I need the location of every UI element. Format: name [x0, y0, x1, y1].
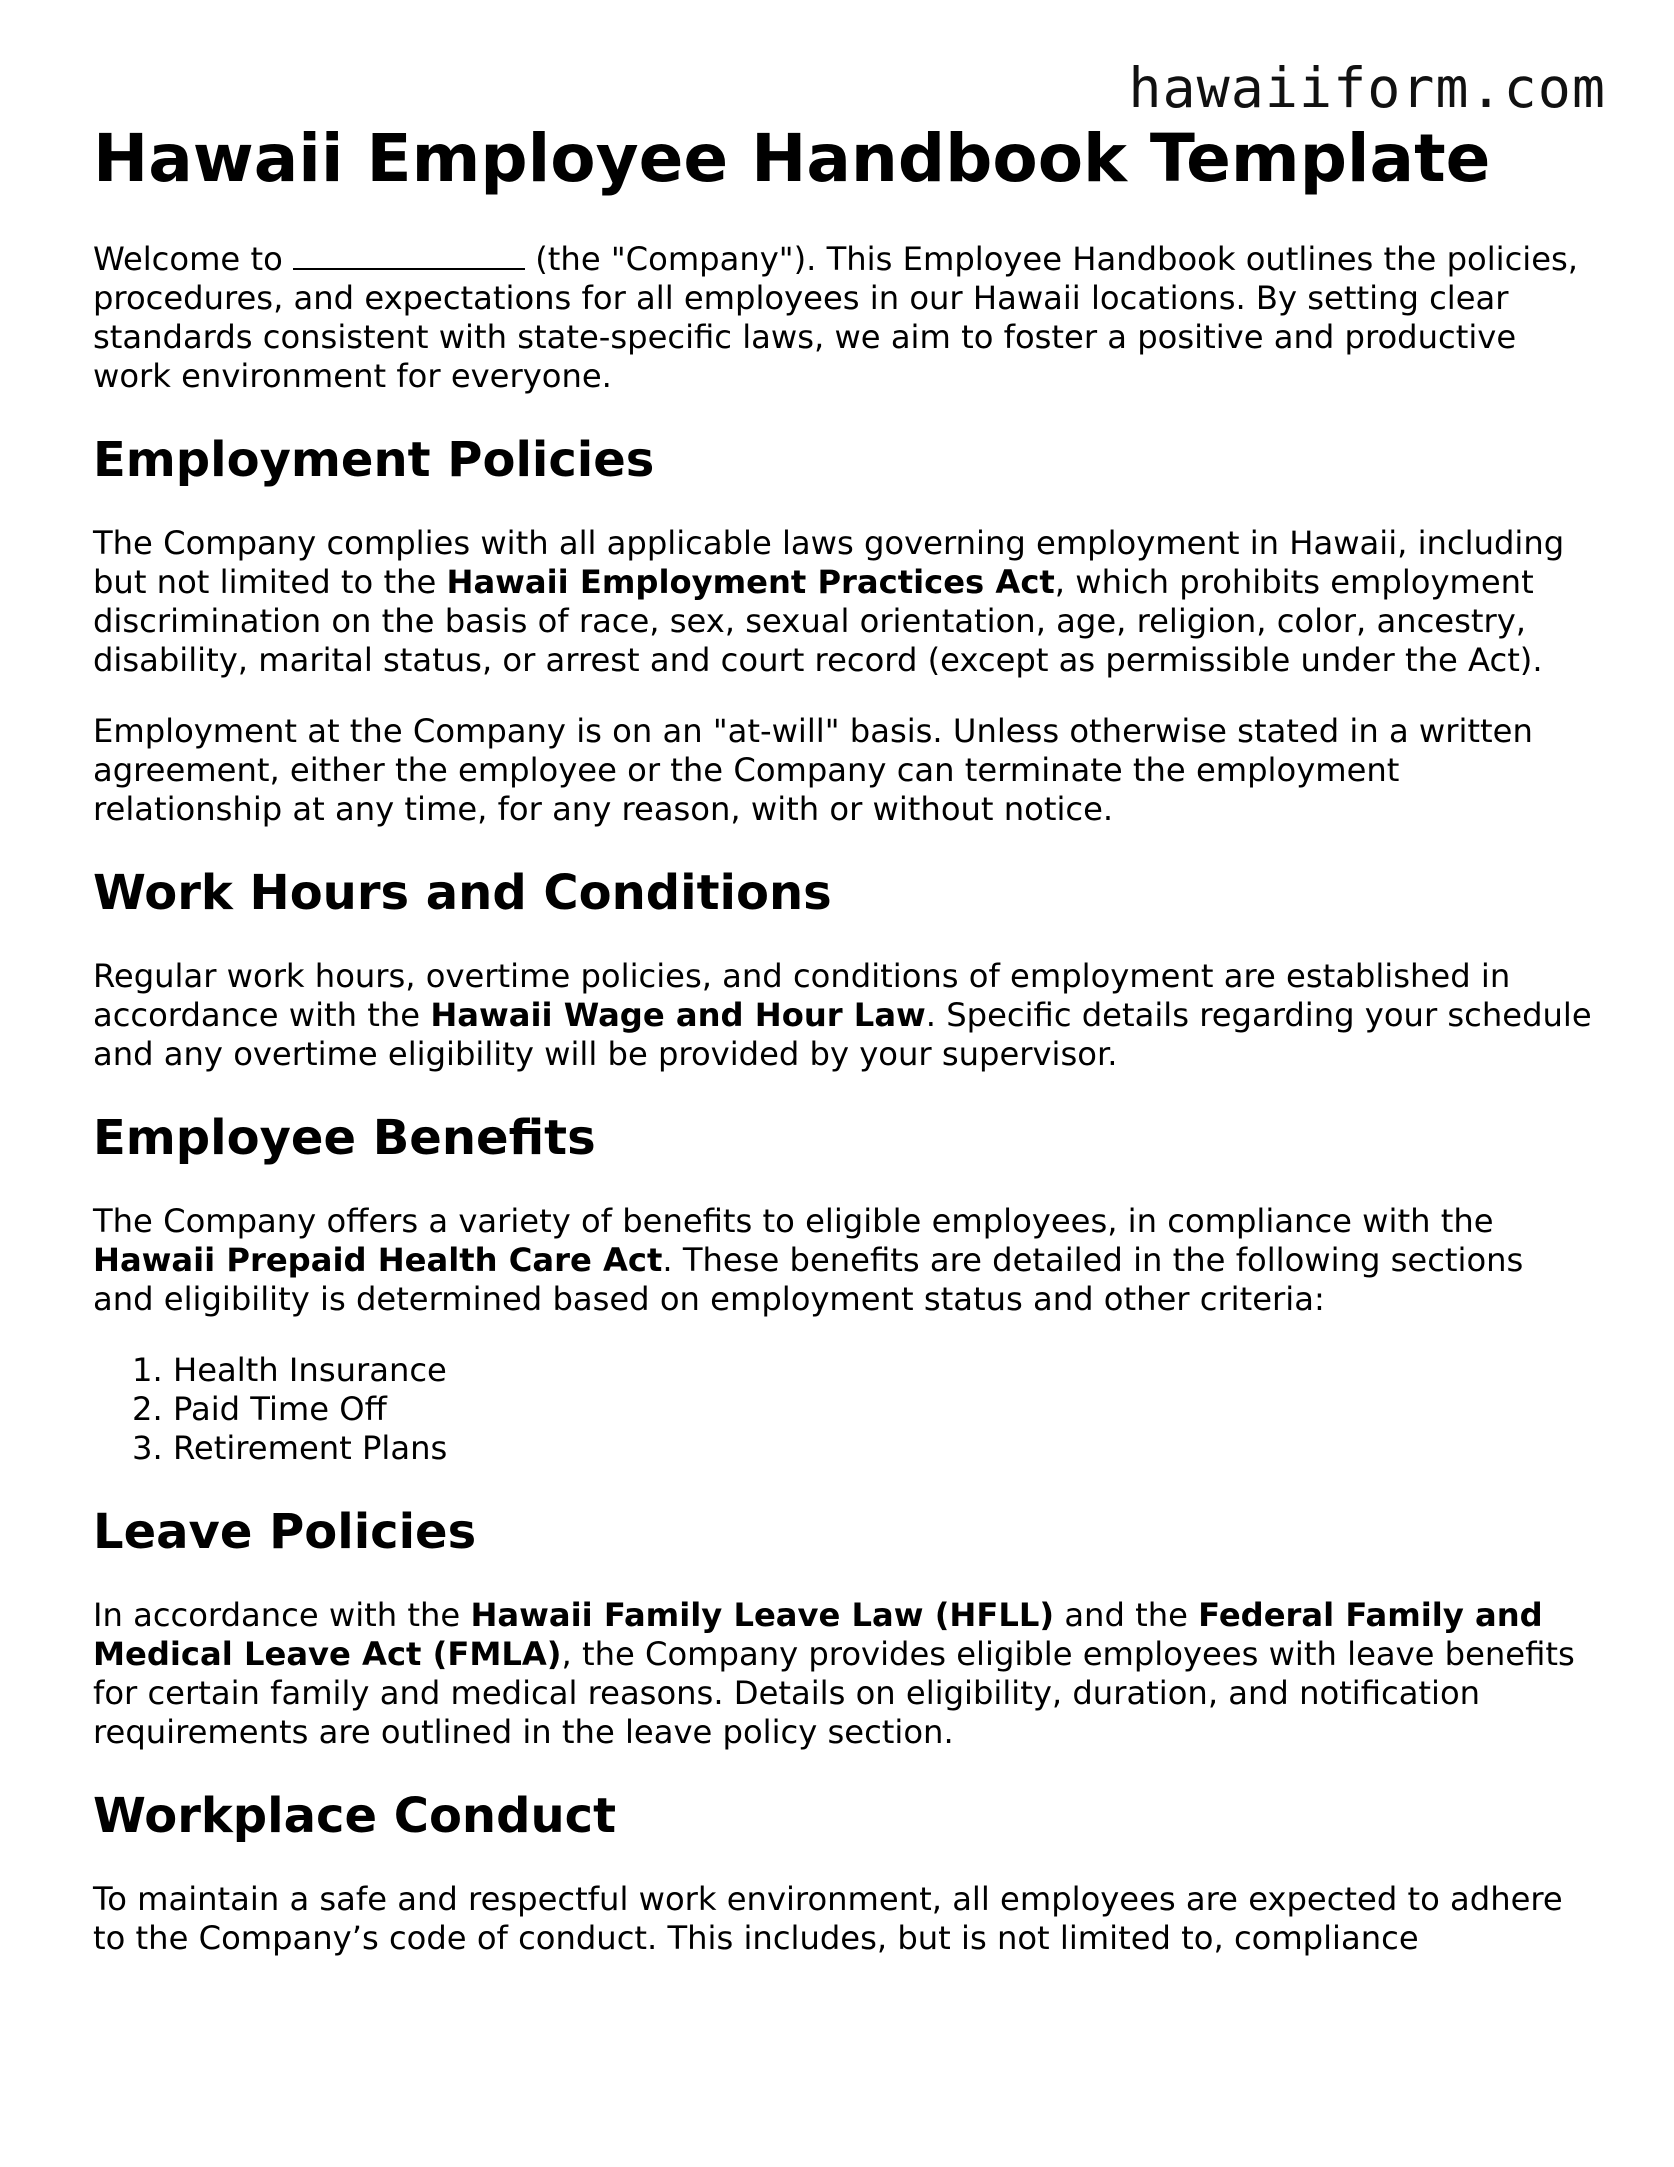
- section-heading-employment: Employment Policies: [93, 432, 655, 488]
- section-heading-benefits: Employee Benefits: [93, 1110, 596, 1166]
- document-page: [93, 114, 1593, 1958]
- benefits-list: [93, 1351, 1593, 1468]
- employment-text-end: , which prohibits employment discrimination on the basis of race, sex, sexual orientation, age, religion, color, ancestry, disability, marital status, or arrest and court record (except as permissible under the Act).: [93, 563, 1543, 679]
- list-item: 1. Health Insurance: [173, 1351, 1593, 1390]
- employment-act-name: Hawaii Employment Practices Act: [446, 563, 1055, 601]
- employment-paragraph-2: Employment at the Company is on an "at-will" basis. Unless otherwise stated in a written agreement, either the employee or the Company can terminate the employment relationship at any time, for any reason, with or without notice.: [93, 712, 1533, 828]
- section-heading-work-hours: Work Hours and Conditions: [93, 865, 832, 921]
- hfll-name: Hawaii Family Leave Law (HFLL): [470, 1596, 1055, 1634]
- page-title: Hawaii Employee Handbook Template: [93, 120, 1491, 197]
- wage-hour-law-name: Hawaii Wage and Hour Law: [430, 996, 926, 1034]
- intro-text-end: (the "Company"). This Employee Handbook outlines the policies, procedures, and expectations for all employees in our Hawaii locations. By setting clear standards consistent with state-specific laws, we aim to foster a positive and productive work environment for everyone.: [93, 240, 1579, 395]
- health-care-act-name: Hawaii Prepaid Health Care Act: [93, 1241, 663, 1279]
- work-hours-text-end: . Specific details regarding your schedule and any overtime eligibility will be provided by your supervisor.: [93, 996, 1592, 1073]
- section-heading-conduct: Workplace Conduct: [93, 1788, 617, 1844]
- benefits-text-end: . These benefits are detailed in the following sections and eligibility is determined based on employment status and other criteria:: [93, 1241, 1524, 1318]
- employment-paragraph-1: [93, 524, 1593, 680]
- benefits-text-start: The Company offers a variety of benefits to eligible employees, in compliance with the: [93, 1202, 1494, 1240]
- work-hours-paragraph: [93, 957, 1593, 1074]
- employment-text-start: The Company complies with all applicable laws governing employment in Hawaii, including but not limited to the: [93, 524, 1565, 601]
- watermark: hawaiiform.com: [1128, 56, 1606, 120]
- intro-text-start: Welcome to: [93, 240, 294, 278]
- leave-text-mid: and the: [1054, 1596, 1199, 1634]
- list-item: 3. Retirement Plans: [173, 1429, 1593, 1468]
- intro-paragraph: [93, 240, 1593, 396]
- conduct-paragraph: To maintain a safe and respectful work environment, all employees are expected to adhere to the Company’s code of conduct. This includes, but is not limited to, compliance: [93, 1880, 1563, 1957]
- company-name-blank: [293, 242, 525, 270]
- section-heading-leave: Leave Policies: [93, 1504, 477, 1560]
- leave-paragraph: [93, 1596, 1593, 1752]
- fmla-name: Federal Family and Medical Leave Act (FMLA): [93, 1596, 1543, 1673]
- leave-text-end: , the Company provides eligible employees with leave benefits for certain family and medical reasons. Details on eligibility, duration, and notification requirements are outlined in the leave policy section.: [93, 1635, 1575, 1751]
- list-item: 2. Paid Time Off: [173, 1390, 1593, 1429]
- work-hours-text-start: Regular work hours, overtime policies, and conditions of employment are established in accordance with the: [93, 957, 1511, 1034]
- benefits-paragraph: [93, 1202, 1593, 1319]
- leave-text-start: In accordance with the: [93, 1596, 471, 1634]
